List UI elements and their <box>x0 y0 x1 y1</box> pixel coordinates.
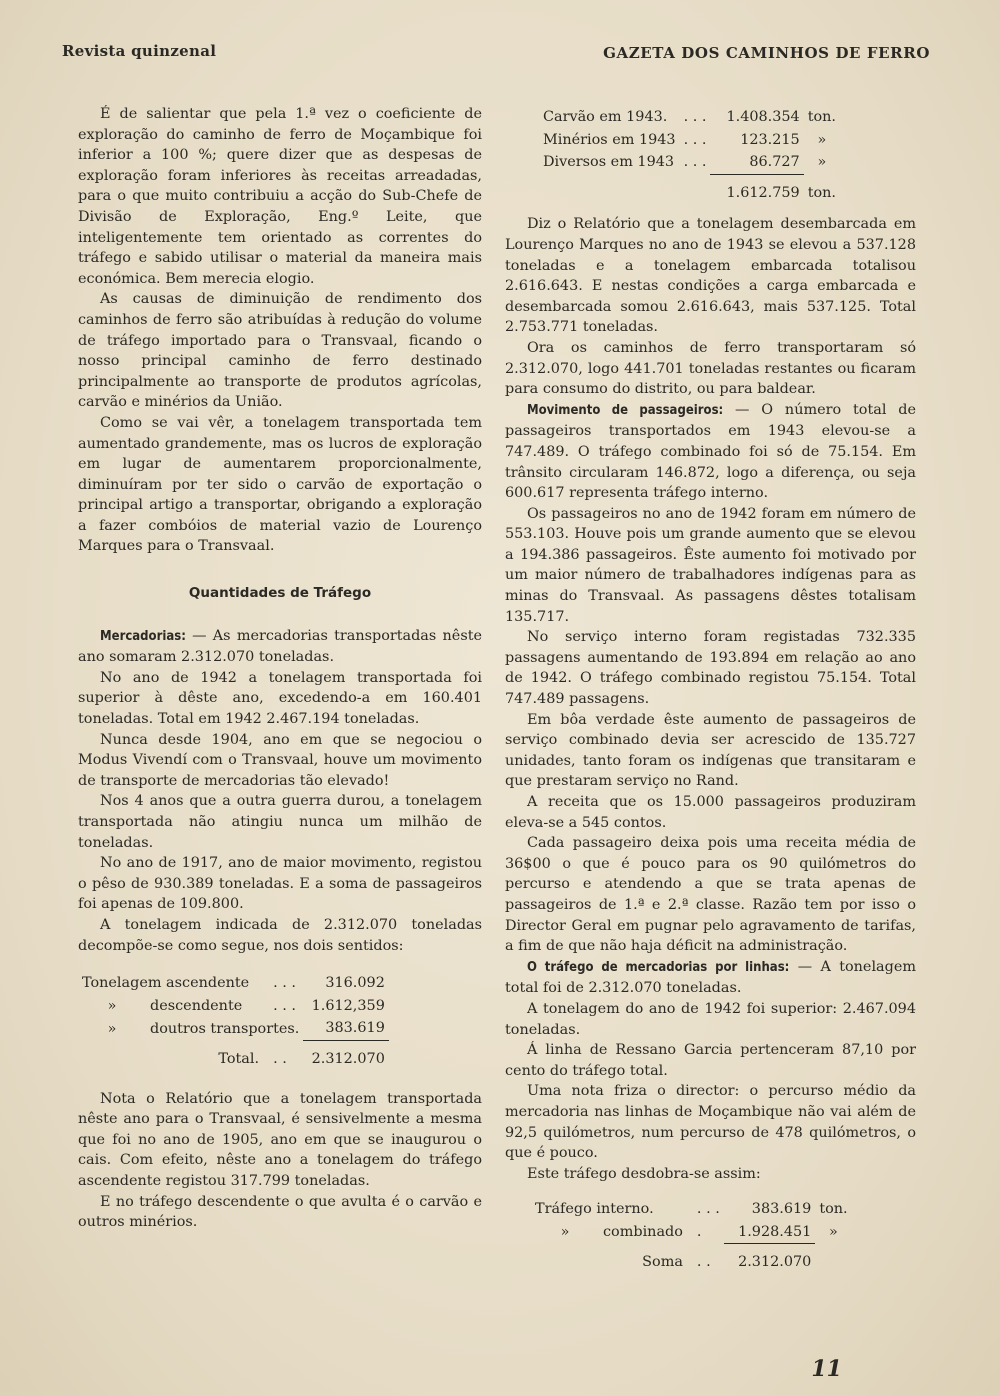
paragraph: Á linha de Ressano Garcia pertenceram 87,10 por cento do tráfego total. <box>505 1042 916 1079</box>
paragraph: Em bôa verdade êste aumento de passageiros de serviço combinado devia ser acrescido de 135.727 unidades, tanto foram os indígenas que transitaram e que prestaram serviço no Rand. <box>505 711 916 790</box>
right-column <box>505 106 916 1274</box>
table-cell: ton. <box>807 184 837 201</box>
left-column <box>78 104 482 1233</box>
paragraph: A tonelagem indicada de 2.312.070 toneladas decompõe-se como segue, nos dois sentidos: <box>78 916 482 954</box>
run-in-heading: O tráfego de mercadorias por linhas: <box>527 959 790 975</box>
table-cell: 1.408.354 <box>726 109 800 125</box>
page-number: 11 <box>811 1356 842 1382</box>
table-cell: 1.612,359 <box>311 997 385 1014</box>
table-cell: descendente <box>150 997 243 1014</box>
table-cell: 316.092 <box>325 975 385 992</box>
paragraph: Nota o Relatório que a tonelagem transportada nêste ano para o Transvaal, é sensivelmente a mesma que foi no ano de 1905, ano em que se inaugurou o cais. Com efeito, nêste ano a tonelagem do tráfego ascendente registou 317.799 toneladas. <box>78 1090 482 1189</box>
paragraph: No ano de 1917, ano de maior movimento, registou o pêso de 930.389 toneladas. E a soma de passageiros foi apenas de 109.800. <box>78 855 482 913</box>
table-cell: . . . <box>683 154 707 171</box>
paragraph-text: — A tonelagem total foi de 2.312.070 toneladas. <box>505 958 916 997</box>
table-cell: 383.619 <box>303 1017 389 1040</box>
paragraph: Este tráfego desdobra-se assim: <box>527 1165 761 1182</box>
paragraph: Ora os caminhos de ferro transportaram só 2.312.070, logo 441.701 toneladas restantes ou ficaram para consumo do distrito, ou para baldear. <box>505 339 916 398</box>
paragraph-text: — O número total de passageiros transportados em 1943 elevou-se a 747.489. O tráfego combinado foi só de 75.154. Em trânsito circularam 146.872, logo a diferença, ou seja 600.617 representa tráfego interno. <box>505 401 916 502</box>
table-cell: » <box>107 1020 117 1037</box>
table-row <box>539 151 840 174</box>
table-row <box>539 106 840 129</box>
table-cell: Diversos em 1943 <box>543 154 675 171</box>
table-cell: Minérios em 1943 <box>543 131 676 148</box>
table-cell: 1.612.759 <box>726 184 800 201</box>
table-cell: . . . <box>696 1201 720 1218</box>
publication-frequency: Revista quinzenal <box>62 42 217 60</box>
table-cell: » <box>829 1224 838 1241</box>
table-cell: Soma <box>642 1254 683 1271</box>
table-cell: Total. <box>218 1050 260 1067</box>
table-row <box>78 1040 389 1070</box>
table-cell: 2.312.070 <box>311 1050 385 1067</box>
table-cell: 383.619 <box>751 1201 812 1218</box>
paragraph: Diz o Relatório que a tonelagem desembarcada em Lourenço Marques no ano de 1943 se elevou a 537.128 toneladas e a tonelagem embarcada totalisou 2.616.643. E nestas condições a carga embarcada e desembarcada somou 2.616.643, mais 537.125. Total 2.753.771 toneladas. <box>505 216 916 336</box>
paragraph: Como se vai vêr, a tonelagem transportada tem aumentado grandemente, mas os lucros de exploração em lugar de aumentarem proporcionalmente, diminuíram por ter sido o carvão de exportação o principal artigo a transportar, obrigando a exploração a fazer combóios de material vazio de Lourenço Marques para o Transvaal. <box>78 414 482 555</box>
traffic-breakdown-table <box>531 1198 852 1274</box>
paragraph: Os passageiros no ano de 1942 foram em número de 553.103. Houve pois um grande aumento que se elevou a 194.386 passageiros. Êste aumento foi motivado por um maior número de trabalhadores indígenas para as minas do Transvaal. As passagens dêstes totalisam 135.717. <box>505 505 916 625</box>
table-cell: . . . <box>683 131 707 148</box>
section-title: Quantidades de Tráfego <box>188 585 372 602</box>
table-row <box>539 174 840 204</box>
table-cell: . . . <box>683 109 707 125</box>
table-cell: . <box>696 1224 702 1241</box>
table-cell: ton. <box>819 1201 848 1218</box>
table-cell: 2.312.070 <box>738 1254 812 1271</box>
paragraph-text: — As mercadorias transportadas nêste ano somaram 2.312.070 toneladas. <box>78 627 482 666</box>
table-cell: Tráfego interno. <box>535 1201 654 1218</box>
paragraph: Uma nota friza o director: o percurso médio da mercadoria nas linhas de Moçambique não vai além de 92,5 quilómetros, num percurso de 478 quilómetros, o que é pouco. <box>505 1083 916 1162</box>
table-cell: Tonelagem ascendente <box>82 975 250 992</box>
paragraph: É de salientar que pela 1.ª vez o coeficiente de exploração do caminho de ferro de Moçambique foi inferior a 100 %; quere dizer que as despesas de exploração foram inferiores às receitas arreadadas, para o que muito contribuiu a acção do Sub-Chefe de Divisão de Exploração, Eng.º Leite, que inteligentemente tem orientado as correntes do tráfego e sabido utilisar o material da maneira mais económica. Bem merecia elogio. <box>78 106 482 287</box>
paragraph: E no tráfego descendente o que avulta é o carvão e outros minérios. <box>78 1193 482 1231</box>
table-cell: ton. <box>807 109 837 125</box>
table-cell: 1.928.451 <box>724 1221 816 1244</box>
table-row <box>78 995 389 1018</box>
table-row <box>78 972 389 995</box>
run-in-heading: Mercadorias: <box>100 628 186 644</box>
table-row <box>531 1198 852 1221</box>
table-row <box>531 1244 852 1274</box>
paragraph: Nos 4 anos que a outra guerra durou, a tonelagem transportada não atingiu nunca um milhão de toneladas. <box>78 793 482 851</box>
paragraph <box>505 400 916 504</box>
paragraph: Cada passageiro deixa pois uma receita média de 36$00 o que é pouco para os 90 quilómetros do percurso e atendendo a que se trata apenas de passageiros de 1.ª e 2.ª classe. Razão tem por isso o Director Geral em pugnar pelo agravamento de tarifas, a fim de que não haja déficit na administração. <box>505 835 916 955</box>
table-cell: . . <box>696 1254 711 1271</box>
paragraph: Nunca desde 1904, ano em que se negociou o Modus Vivendí com o Transvaal, houve um movimento de transporte de mercadorias tão elevado! <box>78 731 482 789</box>
paragraph: As causas de diminuição de rendimento dos caminhos de ferro são atribuídas à redução do volume de tráfego importado para o Transvaal, ficando o nosso principal caminho de ferro destinado principalmente ao transporte de produtos agrícolas, carvão e minérios da União. <box>78 291 482 411</box>
paragraph: No ano de 1942 a tonelagem transportada foi superior à dêste ano, excedendo-a em 160.401 toneladas. Total em 1942 2.467.194 toneladas. <box>78 669 482 728</box>
run-in-heading: Movimento de passageiros: <box>527 402 724 418</box>
paragraph: A receita que os 15.000 passageiros produziram eleva-se a 545 contos. <box>505 794 916 831</box>
paragraph: No serviço interno foram registadas 732.335 passagens aumentando de 193.894 em relação ao ano de 1942. O tráfego combinado registou 75.154. Total 747.489 passagens. <box>505 629 916 708</box>
table-cell: 123.215 <box>740 131 800 148</box>
table-cell: » <box>560 1224 570 1241</box>
table-cell: combinado <box>603 1224 683 1241</box>
table-cell: . . . <box>273 997 296 1014</box>
table-cell: » <box>107 997 117 1014</box>
table-row <box>531 1221 852 1244</box>
table-cell: Carvão em 1943. <box>543 109 668 125</box>
paragraph <box>505 957 916 999</box>
table-row <box>78 1017 389 1040</box>
table-cell: . . <box>273 1050 287 1067</box>
table-cell: . . . <box>273 975 296 992</box>
paragraph <box>78 626 482 668</box>
descending-traffic-table <box>539 106 840 204</box>
table-cell: » <box>817 154 827 171</box>
table-row <box>539 129 840 152</box>
publication-title: GAZETA DOS CAMINHOS DE FERRO <box>603 44 930 62</box>
table-cell: doutros transportes. <box>150 1020 300 1037</box>
table-cell: » <box>817 131 827 148</box>
table-cell: 86.727 <box>710 151 803 174</box>
paragraph: A tonelagem do ano de 1942 foi superior: 2.467.094 toneladas. <box>505 1000 916 1038</box>
tonnage-direction-table <box>78 972 389 1070</box>
